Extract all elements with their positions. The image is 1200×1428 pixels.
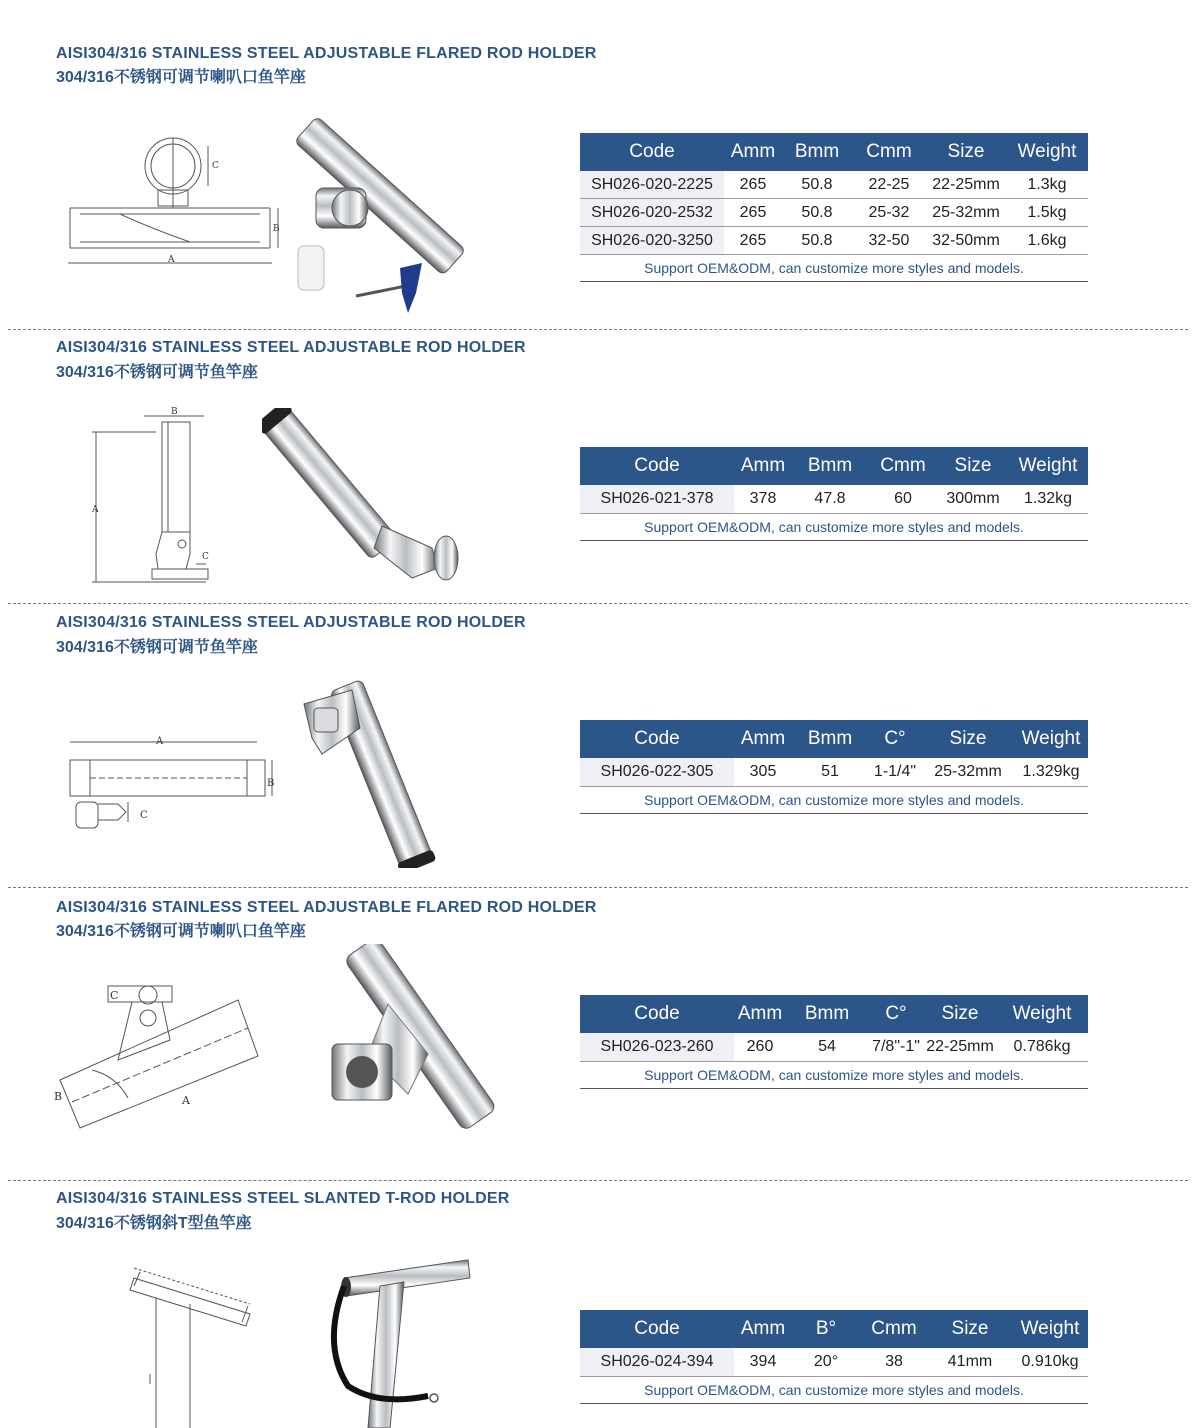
product-photo — [318, 1256, 478, 1428]
table-header-row — [580, 1310, 1088, 1348]
oem-note: Support OEM&ODM, can customize more styles and models. — [580, 787, 1088, 814]
cell-code: SH026-020-2532 — [580, 199, 724, 227]
section-title-cn: 304/316不锈钢斜T型鱼竿座 — [56, 1215, 252, 1232]
header-b: Bmm — [792, 447, 868, 485]
header-b: Bmm — [786, 995, 868, 1033]
dim-label-c: C — [110, 989, 119, 1002]
cell-weight: 1.5kg — [1006, 199, 1088, 227]
table-row — [580, 171, 1088, 199]
header-c: Cmm — [860, 1310, 928, 1348]
section-title-en: AISI304/316 STAINLESS STEEL ADJUSTABLE FLARED ROD HOLDER — [56, 45, 597, 62]
spec-table — [580, 1310, 1088, 1404]
technical-drawing — [60, 128, 290, 268]
spec-table — [580, 720, 1088, 814]
header-code: Code — [580, 133, 724, 171]
header-weight: Weight — [1008, 447, 1088, 485]
header-weight: Weight — [1014, 720, 1088, 758]
header-code: Code — [580, 720, 734, 758]
spec-table — [580, 995, 1088, 1089]
section-divider — [8, 887, 1188, 888]
cell-a: 378 — [734, 485, 792, 514]
spec-table — [580, 133, 1088, 282]
cell-a: 265 — [724, 227, 782, 255]
table-row — [580, 758, 1088, 787]
table-row — [580, 1348, 1088, 1377]
header-a: Amm — [734, 1310, 792, 1348]
table-header-row — [580, 133, 1088, 171]
technical-drawing — [62, 730, 282, 834]
section-title-cn: 304/316不锈钢可调节鱼竿座 — [56, 364, 258, 381]
product-photo — [288, 118, 468, 318]
table-header-row — [580, 447, 1088, 485]
product-photo — [318, 944, 508, 1134]
cell-c: 32-50 — [852, 227, 926, 255]
table-header-row — [580, 995, 1088, 1033]
spec-table — [580, 447, 1088, 541]
section-title-en: AISI304/316 STAINLESS STEEL ADJUSTABLE FLARED ROD HOLDER — [56, 899, 597, 916]
cell-code: SH026-023-260 — [580, 1033, 734, 1062]
cell-code: SH026-022-305 — [580, 758, 734, 787]
header-weight: Weight — [1012, 1310, 1088, 1348]
dim-label-c: C — [212, 161, 219, 171]
header-weight: Weight — [1006, 133, 1088, 171]
cell-b: 50.8 — [782, 227, 852, 255]
cell-weight: 0.786kg — [996, 1033, 1088, 1062]
dim-label-a: A — [92, 505, 99, 515]
cell-b: 50.8 — [782, 171, 852, 199]
cell-size: 25-32mm — [926, 199, 1006, 227]
dim-label-b: B — [267, 778, 275, 789]
section-divider — [8, 1180, 1188, 1181]
cell-code: SH026-021-378 — [580, 485, 734, 514]
cell-code: SH026-020-2225 — [580, 171, 724, 199]
header-code: Code — [580, 447, 734, 485]
cell-size: 25-32mm — [922, 758, 1014, 787]
header-size: Size — [922, 720, 1014, 758]
oem-note: Support OEM&ODM, can customize more styles and models. — [580, 514, 1088, 541]
technical-drawing — [120, 1264, 270, 1428]
cell-b: 54 — [786, 1033, 868, 1062]
header-size: Size — [926, 133, 1006, 171]
oem-note: Support OEM&ODM, can customize more styles and models. — [580, 1062, 1088, 1089]
dim-label-b: B — [171, 407, 178, 417]
cell-size: 41mm — [928, 1348, 1012, 1377]
section-title-en: AISI304/316 STAINLESS STEEL ADJUSTABLE ROD HOLDER — [56, 614, 526, 631]
cell-size: 300mm — [938, 485, 1008, 514]
header-a: Amm — [734, 995, 786, 1033]
dim-label-a: A — [182, 1094, 190, 1107]
dim-label-c: C — [202, 552, 209, 562]
cell-size: 32-50mm — [926, 227, 1006, 255]
table-row — [580, 1033, 1088, 1062]
header-size: Size — [924, 995, 996, 1033]
cell-weight: 0.910kg — [1012, 1348, 1088, 1377]
header-size: Size — [938, 447, 1008, 485]
header-c: Cmm — [852, 133, 926, 171]
header-a: Amm — [734, 720, 792, 758]
oem-note: Support OEM&ODM, can customize more styles and models. — [580, 1377, 1088, 1404]
dim-label-b: B — [54, 1090, 63, 1103]
product-photo — [292, 668, 472, 868]
technical-drawing — [86, 404, 226, 586]
section-divider — [8, 603, 1188, 604]
section-title-cn: 304/316不锈钢可调节喇叭口鱼竿座 — [56, 923, 306, 940]
section-divider — [8, 329, 1188, 330]
cell-c: 38 — [860, 1348, 928, 1377]
cell-c: 25-32 — [852, 199, 926, 227]
section-title-en: AISI304/316 STAINLESS STEEL ADJUSTABLE ROD HOLDER — [56, 339, 526, 356]
cell-a: 265 — [724, 199, 782, 227]
cell-b: 50.8 — [782, 199, 852, 227]
table-row — [580, 227, 1088, 255]
dim-label-b: B — [273, 224, 280, 234]
header-c: C° — [868, 995, 924, 1033]
cell-c: 22-25 — [852, 171, 926, 199]
dim-label-c: C — [140, 810, 148, 821]
product-photo — [262, 408, 472, 588]
header-b: B° — [792, 1310, 860, 1348]
cell-b: 47.8 — [792, 485, 868, 514]
header-b: Bmm — [792, 720, 868, 758]
cell-a: 260 — [734, 1033, 786, 1062]
cell-size: 22-25mm — [924, 1033, 996, 1062]
cell-code: SH026-020-3250 — [580, 227, 724, 255]
cell-a: 305 — [734, 758, 792, 787]
cell-weight: 1.32kg — [1008, 485, 1088, 514]
cell-weight: 1.6kg — [1006, 227, 1088, 255]
table-row — [580, 199, 1088, 227]
header-b: Bmm — [782, 133, 852, 171]
section-title-cn: 304/316不锈钢可调节喇叭口鱼竿座 — [56, 69, 306, 86]
technical-drawing — [52, 980, 272, 1130]
header-a: Amm — [724, 133, 782, 171]
cell-c: 7/8"-1" — [868, 1033, 924, 1062]
cell-weight: 1.329kg — [1014, 758, 1088, 787]
header-c: C° — [868, 720, 922, 758]
section-title-en: AISI304/316 STAINLESS STEEL SLANTED T-ROD HOLDER — [56, 1190, 510, 1207]
cell-c: 60 — [868, 485, 938, 514]
cell-code: SH026-024-394 — [580, 1348, 734, 1377]
cell-b: 20° — [792, 1348, 860, 1377]
cell-size: 22-25mm — [926, 171, 1006, 199]
header-size: Size — [928, 1310, 1012, 1348]
section-title-cn: 304/316不锈钢可调节鱼竿座 — [56, 639, 258, 656]
table-header-row — [580, 720, 1088, 758]
dim-label-a: A — [168, 255, 175, 265]
cell-a: 394 — [734, 1348, 792, 1377]
header-a: Amm — [734, 447, 792, 485]
oem-note: Support OEM&ODM, can customize more styles and models. — [580, 255, 1088, 282]
cell-weight: 1.3kg — [1006, 171, 1088, 199]
header-weight: Weight — [996, 995, 1088, 1033]
table-row — [580, 485, 1088, 514]
cell-a: 265 — [724, 171, 782, 199]
header-c: Cmm — [868, 447, 938, 485]
cell-b: 51 — [792, 758, 868, 787]
dim-label-a: A — [156, 736, 164, 747]
header-code: Code — [580, 995, 734, 1033]
header-code: Code — [580, 1310, 734, 1348]
cell-c: 1-1/4" — [868, 758, 922, 787]
